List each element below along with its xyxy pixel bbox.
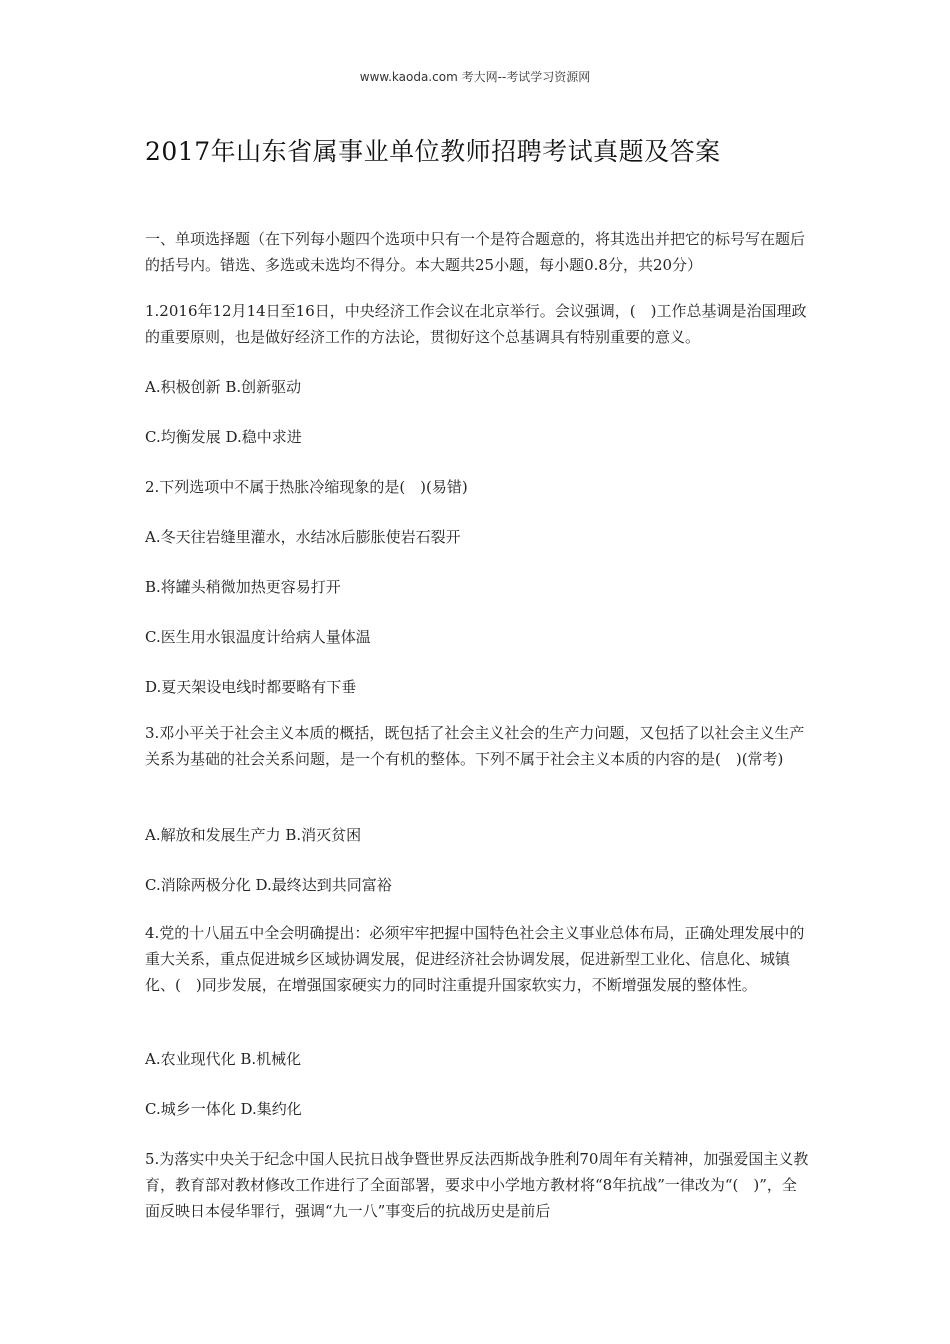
question-2-option-d: D.夏天架设电线时都要略有下垂 [145,678,357,696]
question-2-option-a: A.冬天往岩缝里灌水，水结冰后膨胀使岩石裂开 [145,528,461,546]
question-3-stem: 3.邓小平关于社会主义本质的概括，既包括了社会主义社会的生产力问题，又包括了以社会主义生产关系为基础的社会关系问题，是一个有机的整体。下列不属于社会主义本质的内容的是( )(常考) [145,724,805,768]
site-header: www.kaoda.com 考大网--考试学习资源网 [359,70,591,84]
question-2-option-b: B.将罐头稍微加热更容易打开 [145,578,341,596]
section-instructions: 一、单项选择题（在下列每小题四个选项中只有一个是符合题意的，将其选出并把它的标号写在题后的括号内。错选、多选或未选均不得分。本大题共25小题，每小题0.8分，共20分） [145,230,806,274]
question-1-options-cd: C.均衡发展 D.稳中求进 [145,428,302,446]
question-4-options-cd: C.城乡一体化 D.集约化 [145,1100,302,1118]
question-5-stem: 5.为落实中央关于纪念中国人民抗日战争暨世界反法西斯战争胜利70周年有关精神，加强爱国主义教育，教育部对教材修改工作进行了全面部署，要求中小学地方教材将“8年抗战”一律改为“( )”，全面反映日本侵华罪行，强调“九一八”事变后的抗战历史是前后 [145,1150,809,1220]
question-2-stem: 2.下列选项中不属于热胀冷缩现象的是( )(易错) [145,478,468,496]
page-title: 2017年山东省属事业单位教师招聘考试真题及答案 [145,137,721,166]
question-4-stem: 4.党的十八届五中全会明确提出：必须牢牢把握中国特色社会主义事业总体布局，正确处理发展中的重大关系，重点促进城乡区域协调发展，促进经济社会协调发展，促进新型工业化、信息化、城镇化、( )同步发展，在增强国家硬实力的同时注重提升国家软实力，不断增强发展的整体性。 [145,924,805,994]
question-4-options-ab: A.农业现代化 B.机械化 [145,1050,302,1068]
question-1-options-ab: A.积极创新 B.创新驱动 [145,378,302,396]
question-2-option-c: C.医生用水银温度计给病人量体温 [145,628,371,646]
question-3-options-cd: C.消除两极分化 D.最终达到共同富裕 [145,876,392,894]
question-3-options-ab: A.解放和发展生产力 B.消灭贫困 [145,826,362,844]
question-1-stem: 1.2016年12月14日至16日，中央经济工作会议在北京举行。会议强调，( )工作总基调是治国理政的重要原则，也是做好经济工作的方法论，贯彻好这个总基调具有特别重要的意义。 [145,302,807,346]
